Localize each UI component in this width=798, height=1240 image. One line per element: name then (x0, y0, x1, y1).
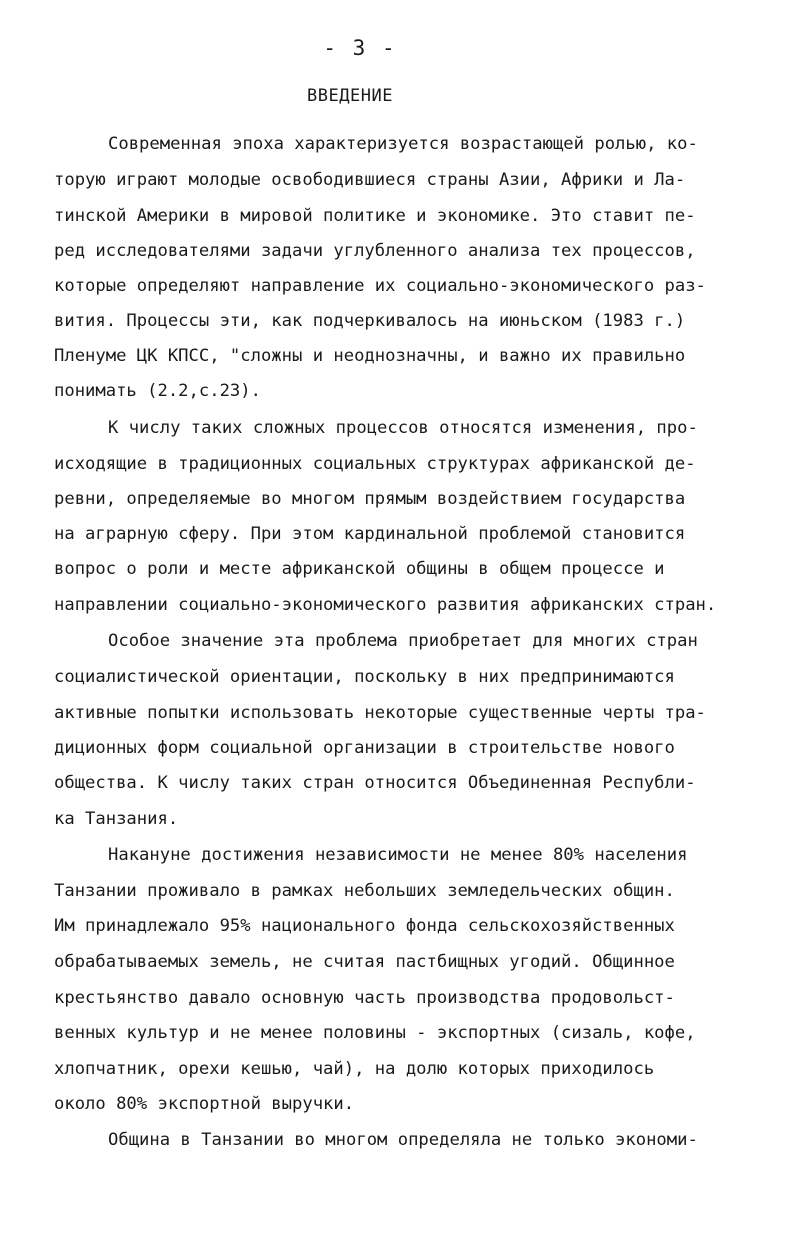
text-line: вития. Процессы эти, как подчеркивалось на июньском (1983 г.) (54, 311, 686, 331)
text-line: понимать (2.2,с.23). (54, 381, 261, 401)
text-line: которые определяют направление их социально-экономического раз- (54, 276, 706, 296)
text-line: исходящие в традиционных социальных структурах африканской де- (54, 454, 696, 474)
text-line: хлопчатник, орехи кешью, чай), на долю которых приходилось (54, 1059, 655, 1079)
text-line: ревни, определяемые во многом прямым воздействием государства (54, 489, 686, 509)
text-line: обрабатываемых земель, не считая пастбищных угодий. Общинное (54, 952, 675, 972)
text-line: Пленуме ЦК КПСС, "сложны и неоднозначны, и важно их правильно (54, 346, 686, 366)
section-heading: ВВЕДЕНИЕ (307, 86, 393, 106)
text-line: венных культур и не менее половины - экспортных (сизаль, кофе, (54, 1023, 696, 1043)
text-line: Современная эпоха характеризуется возрастающей ролью, ко- (108, 134, 698, 154)
text-line: Им принадлежало 95% национального фонда сельскохозяйственных (54, 916, 675, 936)
text-line: диционных форм социальной организации в строительстве нового (54, 738, 675, 758)
text-line: К числу таких сложных процессов относятся изменения, про- (108, 418, 698, 438)
text-line: торую играют молодые освободившиеся страны Азии, Африки и Ла- (54, 170, 686, 190)
text-line: на аграрную сферу. При этом кардинальной проблемой становится (54, 524, 686, 544)
text-line: направлении социально-экономического развития африканских стран. (54, 595, 717, 615)
text-line: ка Танзания. (54, 809, 179, 829)
text-line: крестьянство давало основную часть производства продовольст- (54, 988, 675, 1008)
text-line: тинской Америки в мировой политике и экономике. Это ставит пе- (54, 206, 696, 226)
text-line: ред исследователями задачи углубленного анализа тех процессов, (54, 241, 696, 261)
text-line: социалистической ориентации, поскольку в них предпринимаются (54, 667, 675, 687)
text-line: общества. К числу таких стран относится Объединенная Республи- (54, 773, 696, 793)
text-line: около 80% экспортной выручки. (54, 1094, 355, 1114)
text-line: Накануне достижения независимости не менее 80% населения (108, 845, 688, 865)
text-line: Танзании проживало в рамках небольших земледельческих общин. (54, 881, 675, 901)
text-line: активные попытки использовать некоторые существенные черты тра- (54, 703, 706, 723)
text-line: Особое значение эта проблема приобретает для многих стран (108, 631, 698, 651)
text-line: вопрос о роли и месте африканской общины в общем процессе и (54, 559, 665, 579)
text-line: Община в Танзании во многом определяла не только экономи- (108, 1130, 698, 1150)
page-number: - 3 - (323, 36, 397, 60)
